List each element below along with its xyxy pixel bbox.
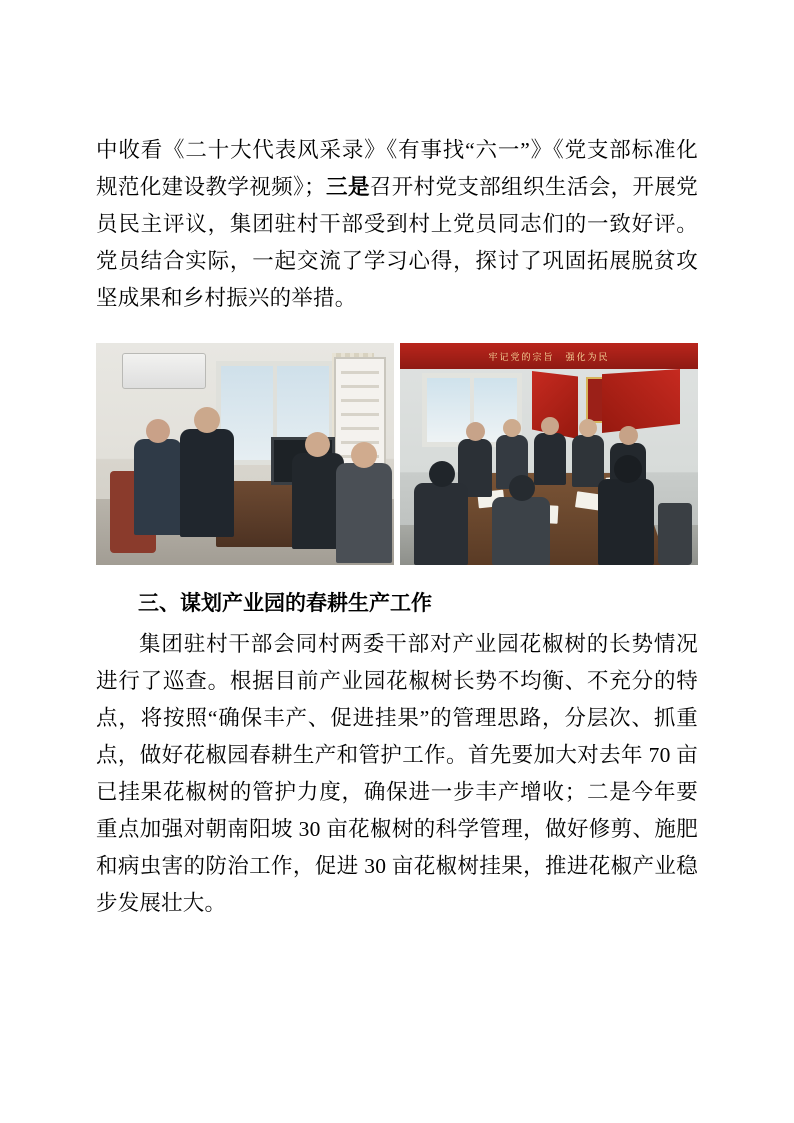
photo2-person-foreground [598, 479, 654, 565]
photo2-person-foreground [492, 497, 550, 565]
photo2-person [572, 435, 604, 487]
text-run: 召开村党支部组织生活会，开展党员民主评议，集团驻村干部受到村上党员同志们的一致好评。党员结合实际，一起交流了学习心得，探讨了巩固拓展脱贫攻坚成果和乡村振兴的举措。 [96, 175, 699, 310]
photo1-person [336, 463, 392, 563]
photo2-banner: 牢记党的宗旨 强化为民 [400, 343, 698, 369]
photo2-person-foreground [414, 483, 468, 565]
photo1-person [180, 429, 234, 537]
section-heading: 三、谋划产业园的春耕生产工作 [138, 592, 432, 615]
photo2-flag-right [602, 369, 680, 433]
photo-row [96, 343, 698, 565]
photo-office-discussion [96, 343, 394, 565]
air-conditioner-icon [122, 353, 206, 389]
section-body [96, 626, 698, 922]
text-run-bold: 三是 [325, 175, 370, 199]
paragraph-body: 集团驻村干部会同村两委干部对产业园花椒树的长势情况进行了巡查。根据目前产业园花椒树长势不均衡、不充分的特点，将按照“确保丰产、促进挂果”的管理思路，分层次、抓重点，做好花椒园春耕生产和管护工作。首先要加大对去年 70 亩已挂果花椒树的管护力度，确保进一步丰产增收；二是今年要重点加强对朝南阳坡 30 亩花椒树的科学管理，做好修剪、施肥和病虫害的防治工作，促进 30 亩花椒树挂果，推进花椒产业稳步发展壮大。 [96, 632, 698, 915]
text-run: 中收看《二十大代表风采录》《有事找“六一”》《党支部标准化规范化建设教学视频》； [96, 138, 698, 199]
photo-meeting-room [400, 343, 698, 565]
photo1-person [134, 439, 182, 535]
photo2-chair [658, 503, 692, 565]
photo2-person [534, 433, 566, 485]
page-content [96, 132, 698, 922]
paragraph-continued [96, 132, 698, 317]
